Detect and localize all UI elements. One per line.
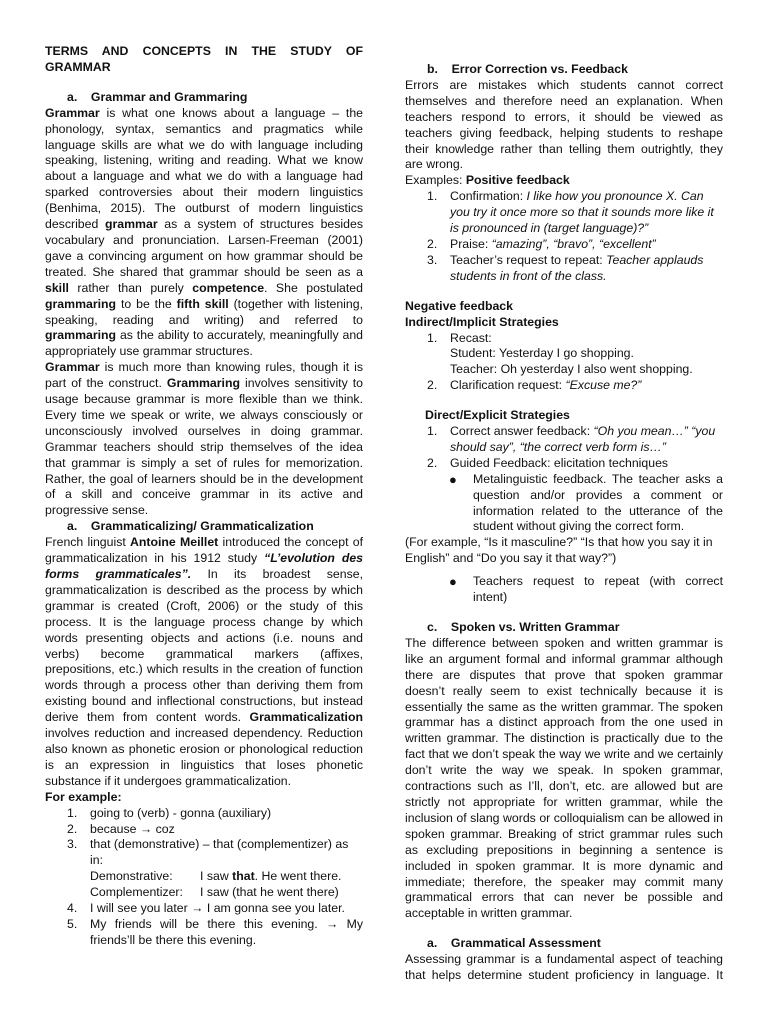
bullet-icon: ● (449, 574, 457, 590)
complementizer-label: Complementizer: (90, 885, 183, 900)
section-heading-grammaticalization: a. Grammaticalizing/ Grammaticalization (67, 519, 314, 534)
recast-teacher-line: Teacher: Oh yesterday I also went shopping. (450, 362, 693, 377)
paragraph-grammatical-assessment: Assessing grammar is a fundamental aspect of teaching that helps determine student proficiency in language. It (405, 952, 723, 983)
list-item-text: I will see you later → I am gonna see you later. (90, 901, 345, 916)
list-item-label: Confirmation: (450, 189, 527, 204)
for-example-note: (For example, “Is it masculine?” “Is that how you say it in English” and “Do you say it that way?”) (405, 535, 713, 566)
list-item (405, 189, 723, 237)
guided-feedback-label: Guided Feedback: elicitation techniques (450, 455, 669, 470)
list-number: 2. (427, 378, 438, 393)
list-item-text: that (demonstrative) – that (complementizer) as in: (90, 837, 349, 868)
recast-student-line: Student: Yesterday I go shopping. (450, 346, 634, 361)
list-item-example: “amazing”, “bravo”, “excellent” (491, 236, 656, 251)
correct-answer-example: “Oh you mean…” “you should say”, “the correct verb form is…” (450, 424, 716, 454)
direct-strategies-list (405, 424, 723, 472)
paragraph-grammar-definition: Grammar is what one knows about a language – the phonology, syntax, semantics and pragmatics while language skills are what we do with language including speaking, listening, writing and reading. What we know about a language and what we do with a language had sparked controversies about their modern linguistics (Benhima, 2015). The outburst of modern linguistics described grammar as a system of structures besides vocabulary and pronunciation. Larsen-Freeman (2001) gave a convincing argument on how grammar should be treated. She shared that grammar should be seen as a skill rather than purely competence. She postulated grammaring to be the fifth skill (together with listening, speaking, reading and writing) and referred to grammaring as the ability to accurately, meaningfully and appropriately use grammar structures. (45, 105, 363, 359)
direct-strategies-heading: Direct/Explicit Strategies (425, 408, 570, 423)
list-item (405, 378, 723, 394)
list-number: 3. (67, 837, 78, 852)
document-title (45, 44, 363, 76)
list-item (405, 237, 723, 253)
teacher-repeat-text: Teachers request to repeat (with correct intent) (473, 574, 723, 605)
list-item (45, 901, 363, 917)
list-item (405, 456, 723, 472)
list-item-example: Teacher applauds students in front of the class. (450, 252, 704, 283)
examples-label: Examples: (405, 173, 466, 188)
complementizer-sentence: I saw (that he went there) (200, 885, 339, 900)
paragraph-spoken-written: The difference between spoken and written grammar is like an argument formal and informal grammar although there are disputes that prove that spoken grammar doesn’t really seem to exist technically because it is essentially the same as the written grammar. The spoken grammar has a distinct approach from the one used in written grammar. The distinction is practically due to the fact that we don’t speak the way we write and we certainly don’t write the way we speak. In spoken grammar, contractions such as I’ll, don’t, etc. are allowed but are strictly not appropriate for written grammar, while the inclusion of slang words or colloquialism can be allowed in spoken grammar. Breaking of strict grammar rules such as excluding prepositions in beginning a sentence is included in spoken grammar. It is more dynamic and immediate; therefore, the speaker may commit many grammatical errors that can never be possible and acceptable in written grammar. (405, 635, 723, 921)
list-item (45, 822, 363, 838)
positive-feedback-heading: Positive feedback (465, 173, 570, 188)
title-line-1: TERMS AND CONCEPTS IN THE STUDY OF (45, 44, 363, 58)
complementizer-example (90, 885, 363, 901)
demonstrative-example (90, 869, 363, 885)
list-item (45, 806, 363, 822)
demonstrative-label: Demonstrative: (90, 869, 173, 884)
negative-feedback-heading: Negative feedback (405, 298, 513, 313)
list-item (45, 917, 363, 949)
list-number: 2. (67, 821, 78, 836)
bullet-icon: ● (449, 471, 457, 487)
list-item (405, 331, 723, 379)
spacer (405, 922, 723, 936)
indirect-strategies-heading: Indirect/Implicit Strategies (405, 314, 559, 329)
list-item-label: Praise: (450, 236, 492, 251)
list-item-label: Teacher’s request to repeat: (450, 252, 607, 267)
correct-answer-label: Correct answer feedback: (450, 424, 594, 439)
spacer (405, 394, 723, 408)
list-number: 5. (67, 916, 78, 931)
section-heading-grammatical-assessment: a. Grammatical Assessment (427, 936, 601, 951)
paragraph-errors: Errors are mistakes which students cannot correct themselves and therefore need an explanation. When teachers respond to errors, it should be viewed as teachers giving feedback, helping students to reshape their knowledge rather than telling them outrightly, they are wrong. (405, 77, 723, 172)
list-item-text: going to (verb) - gonna (auxiliary) (90, 805, 272, 820)
spacer (405, 567, 723, 574)
list-item (405, 424, 723, 456)
list-number: 1. (67, 805, 78, 820)
demonstrative-sentence: I saw that. He went there. (200, 869, 342, 884)
clarification-example: “Excuse me?” (565, 378, 642, 393)
list-item (405, 253, 723, 285)
metalinguistic-feedback-text: Metalinguistic feedback. The teacher asks a question and/or provides a comment or information related to the utterance of the student without giving the correct form. (473, 471, 723, 534)
list-number: 3. (427, 252, 438, 267)
right-column (405, 62, 723, 984)
list-number: 1. (427, 330, 438, 345)
list-number: 1. (427, 424, 438, 439)
grammaticalization-examples-list (45, 806, 363, 949)
list-item-text: My friends will be there this evening. → My friends’ll be there this evening. (90, 916, 363, 947)
list-item (405, 574, 723, 606)
list-item-example: I like how you pronounce X. Can you try it once more so that it sounds more like it is pronounced in (target language)?” (450, 189, 714, 236)
for-example-label: For example: (45, 789, 122, 804)
paragraph-grammar-more-than-rules: Grammar is much more than knowing rules, though it is part of the construct. Grammaring involves sensitivity to usage because grammar is more flexible than we think. Every time we speak or write, we always consciously or unconsciously involved ourselves in doing grammar. Grammar teachers should strip themselves of the idea that grammar is simply a set of rules for memorization. Rather, the goal of learners should be in the development of a skill and conceive grammar in its active and progressive sense. (45, 360, 363, 518)
spacer (405, 285, 723, 299)
clarification-label: Clarification request: (450, 378, 566, 393)
section-heading-spoken-vs-written: c. Spoken vs. Written Grammar (427, 620, 620, 634)
left-column (45, 40, 363, 949)
list-number: 4. (67, 901, 78, 916)
section-heading-grammar-and-grammaring: a. Grammar and Grammaring (67, 89, 248, 104)
list-item (405, 472, 723, 536)
title-line-2: GRAMMAR (45, 59, 111, 74)
spacer (45, 76, 363, 90)
repeat-request-bullets (405, 574, 723, 606)
list-number: 2. (427, 236, 438, 251)
indirect-strategies-list (405, 331, 723, 395)
spacer (405, 606, 723, 620)
positive-feedback-list (405, 189, 723, 284)
list-item (45, 837, 363, 901)
list-number: 1. (427, 189, 438, 204)
paragraph-grammaticalization: French linguist Antoine Meillet introduced the concept of grammaticalization in his 1912 study “L’evolution des forms grammaticales”. In its broadest sense, grammaticalization is described as the process by which grammar is created (Croft, 2006) or the study of this process. It is the language process change by which words presenting objects and actions (i.e. nouns and verbs) become grammatical markers (affixes, prepositions, etc.) which results in the creation of function words through a process other than deriving them from existing bound and inflectional constructions, but instead derive them from content words. Grammaticalization involves reduction and increased dependency. Reduction also known as phonetic erosion or phonological reduction is an expression in linguistics that loses phonetic substance if it undergoes grammaticalization. (45, 535, 364, 788)
section-heading-error-correction: b. Error Correction vs. Feedback (427, 62, 628, 76)
recast-label: Recast: (450, 330, 492, 345)
list-number: 2. (427, 455, 438, 470)
guided-feedback-bullets (405, 472, 723, 536)
list-item-text: because → coz (90, 821, 175, 836)
examples-positive-feedback-line (405, 173, 723, 189)
